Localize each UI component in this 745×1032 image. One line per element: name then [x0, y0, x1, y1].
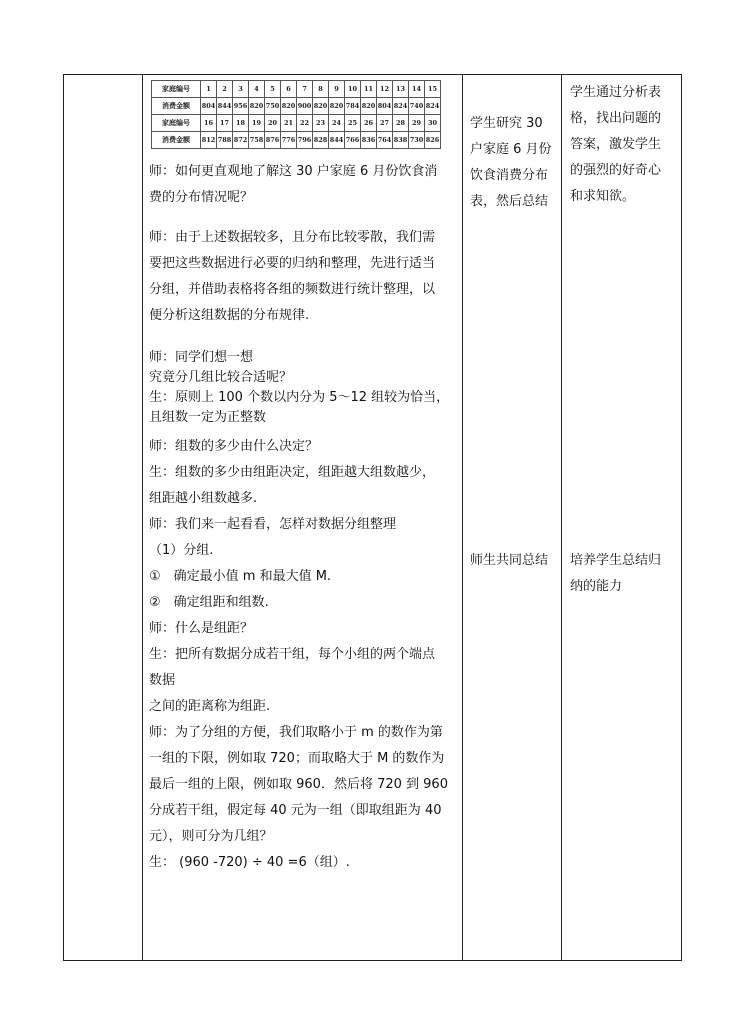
table-cell: 20 [265, 115, 281, 132]
text-line: 学生研究 30 [470, 116, 543, 131]
table-cell: 12 [377, 81, 393, 98]
table-cell: 820 [249, 98, 265, 115]
table-cell: 730 [409, 132, 425, 149]
table-cell: 6 [281, 81, 297, 98]
table-cell: 13 [393, 81, 409, 98]
paragraph-discussion [149, 348, 467, 428]
table-cell: 5 [265, 81, 281, 98]
table-cell: 2 [217, 81, 233, 98]
table-cell: 820 [361, 98, 377, 115]
text-line: 师生共同总结 [470, 553, 549, 568]
table-cell: 26 [361, 115, 377, 132]
text-line: 之间的距离称为组距. [149, 699, 271, 714]
table-cell: 17 [217, 115, 233, 132]
text-line: ② 确定组距和组数. [149, 595, 269, 610]
table-cell: 740 [409, 98, 425, 115]
consumption-data-table [151, 80, 441, 149]
row-header: 消费金额 [152, 98, 201, 115]
table-cell: 14 [409, 81, 425, 98]
table-cell: 30 [425, 115, 441, 132]
table-cell: 750 [265, 98, 281, 115]
table-cell: 826 [425, 132, 441, 149]
table-row [152, 132, 441, 149]
text-line: 师：同学们想一想 [149, 350, 254, 365]
table-cell: 820 [329, 98, 345, 115]
table-cell: 764 [377, 132, 393, 149]
table-row [152, 81, 441, 98]
text-line: 格，找出问题的 [570, 111, 662, 126]
paragraph-grouping [149, 434, 467, 876]
text-line: 师：什么是组距？ [149, 621, 254, 636]
text-line: 便分析这组数据的分布规律. [149, 308, 310, 323]
table-cell: 758 [249, 132, 265, 149]
table-cell: 15 [425, 81, 441, 98]
table-cell: 7 [297, 81, 313, 98]
table-cell: 8 [313, 81, 329, 98]
table-row [152, 98, 441, 115]
table-cell: 18 [233, 115, 249, 132]
table-cell: 784 [345, 98, 361, 115]
table-cell: 812 [201, 132, 217, 149]
table-cell: 796 [297, 132, 313, 149]
table-cell: 836 [361, 132, 377, 149]
table-cell: 22 [297, 115, 313, 132]
table-cell: 10 [345, 81, 361, 98]
table-row [152, 115, 441, 132]
text-line: 和求知欲。 [570, 189, 636, 204]
table-cell: 28 [393, 115, 409, 132]
text-line: 师：我们来一起看看，怎样对数据分组整理 [149, 517, 397, 532]
text-line: 户家庭 6 月份 [470, 142, 552, 157]
table-cell: 876 [265, 132, 281, 149]
paragraph-explanation [149, 225, 467, 329]
paragraph-question [149, 159, 467, 211]
table-cell: 19 [249, 115, 265, 132]
table-cell: 1 [201, 81, 217, 98]
text-line: 最后一组的上限，例如取 960．然后将 720 到 960 [149, 777, 448, 792]
text-line: 师：组数的多少由什么决定？ [149, 439, 319, 454]
text-line: 学生通过分析表 [570, 85, 662, 100]
table-cell: 824 [425, 98, 441, 115]
table-cell: 844 [329, 132, 345, 149]
text-line: 生：组数的多少由组距决定，组距越大组数越少， [149, 465, 436, 480]
table-cell: 23 [313, 115, 329, 132]
table-cell: 3 [233, 81, 249, 98]
text-line: 且组数一定为正整数 [149, 410, 267, 425]
table-cell: 11 [361, 81, 377, 98]
table-cell: 788 [217, 132, 233, 149]
design-intent-1 [570, 80, 680, 210]
text-line: 究竟分几组比较合适呢？ [149, 370, 293, 385]
table-cell: 872 [233, 132, 249, 149]
table-cell: 27 [377, 115, 393, 132]
text-line: 生：把所有数据分成若干组，每个小组的两个端点 [149, 647, 436, 662]
text-line: 数据 [149, 673, 176, 688]
student-activity-2 [470, 548, 560, 574]
table-cell: 29 [409, 115, 425, 132]
table-cell: 16 [201, 115, 217, 132]
table-cell: 776 [281, 132, 297, 149]
text-line: 表，然后总结 [470, 194, 549, 209]
table-cell: 820 [281, 98, 297, 115]
text-line: （1）分组. [149, 543, 214, 558]
text-line: 组距越小组数越多. [149, 491, 258, 506]
text-line: 生： (960 -720) ÷ 40 =6（组）. [149, 855, 350, 870]
text-line: 培养学生总结归 [570, 553, 662, 568]
text-line: 分组，并借助表格将各组的频数进行统计整理，以 [149, 282, 436, 297]
table-cell: 25 [345, 115, 361, 132]
table-cell: 24 [329, 115, 345, 132]
table-cell: 9 [329, 81, 345, 98]
main-column [143, 75, 462, 960]
row-header: 消费金额 [152, 132, 201, 149]
text-line: 要把这些数据进行必要的归纳和整理，先进行适当 [149, 256, 436, 271]
text-line: 费的分布情况呢？ [149, 190, 254, 205]
table-cell: 824 [393, 98, 409, 115]
table-cell: 838 [393, 132, 409, 149]
table-cell: 804 [377, 98, 393, 115]
text-line: 元），则可分为几组？ [149, 829, 273, 844]
row-header: 家庭编号 [152, 81, 201, 98]
text-line: 师：由于上述数据较多，且分布比较零散，我们需 [149, 230, 436, 245]
table-cell: 844 [217, 98, 233, 115]
text-line: 的强烈的好奇心 [570, 163, 662, 178]
text-line: 生：原则上 100 个数以内分为 5～12 组较为恰当， [149, 390, 450, 405]
column-divider [561, 75, 562, 960]
table-cell: 766 [345, 132, 361, 149]
table-cell: 4 [249, 81, 265, 98]
text-line: 分成若干组，假定每 40 元为一组（即取组距为 40 [149, 803, 442, 818]
text-line: 师：为了分组的方便，我们取略小于 m 的数作为第 [149, 725, 443, 740]
text-line: 饮食消费分布 [470, 168, 549, 183]
text-line: 答案，激发学生 [570, 137, 662, 152]
table-cell: 828 [313, 132, 329, 149]
text-line: ① 确定最小值 m 和最大值 M. [149, 569, 332, 584]
table-cell: 820 [313, 98, 329, 115]
text-line: 纳的能力 [570, 579, 623, 594]
table-cell: 900 [297, 98, 313, 115]
lesson-table [63, 74, 682, 961]
table-cell: 804 [201, 98, 217, 115]
student-activity-1 [470, 111, 560, 215]
table-cell: 21 [281, 115, 297, 132]
row-header: 家庭编号 [152, 115, 201, 132]
text-line: 师：如何更直观地了解这 30 户家庭 6 月份饮食消 [149, 164, 438, 179]
text-line: 一组的下限，例如取 720；而取略大于 M 的数作为 [149, 751, 445, 766]
table-cell: 956 [233, 98, 249, 115]
design-intent-2 [570, 548, 680, 600]
